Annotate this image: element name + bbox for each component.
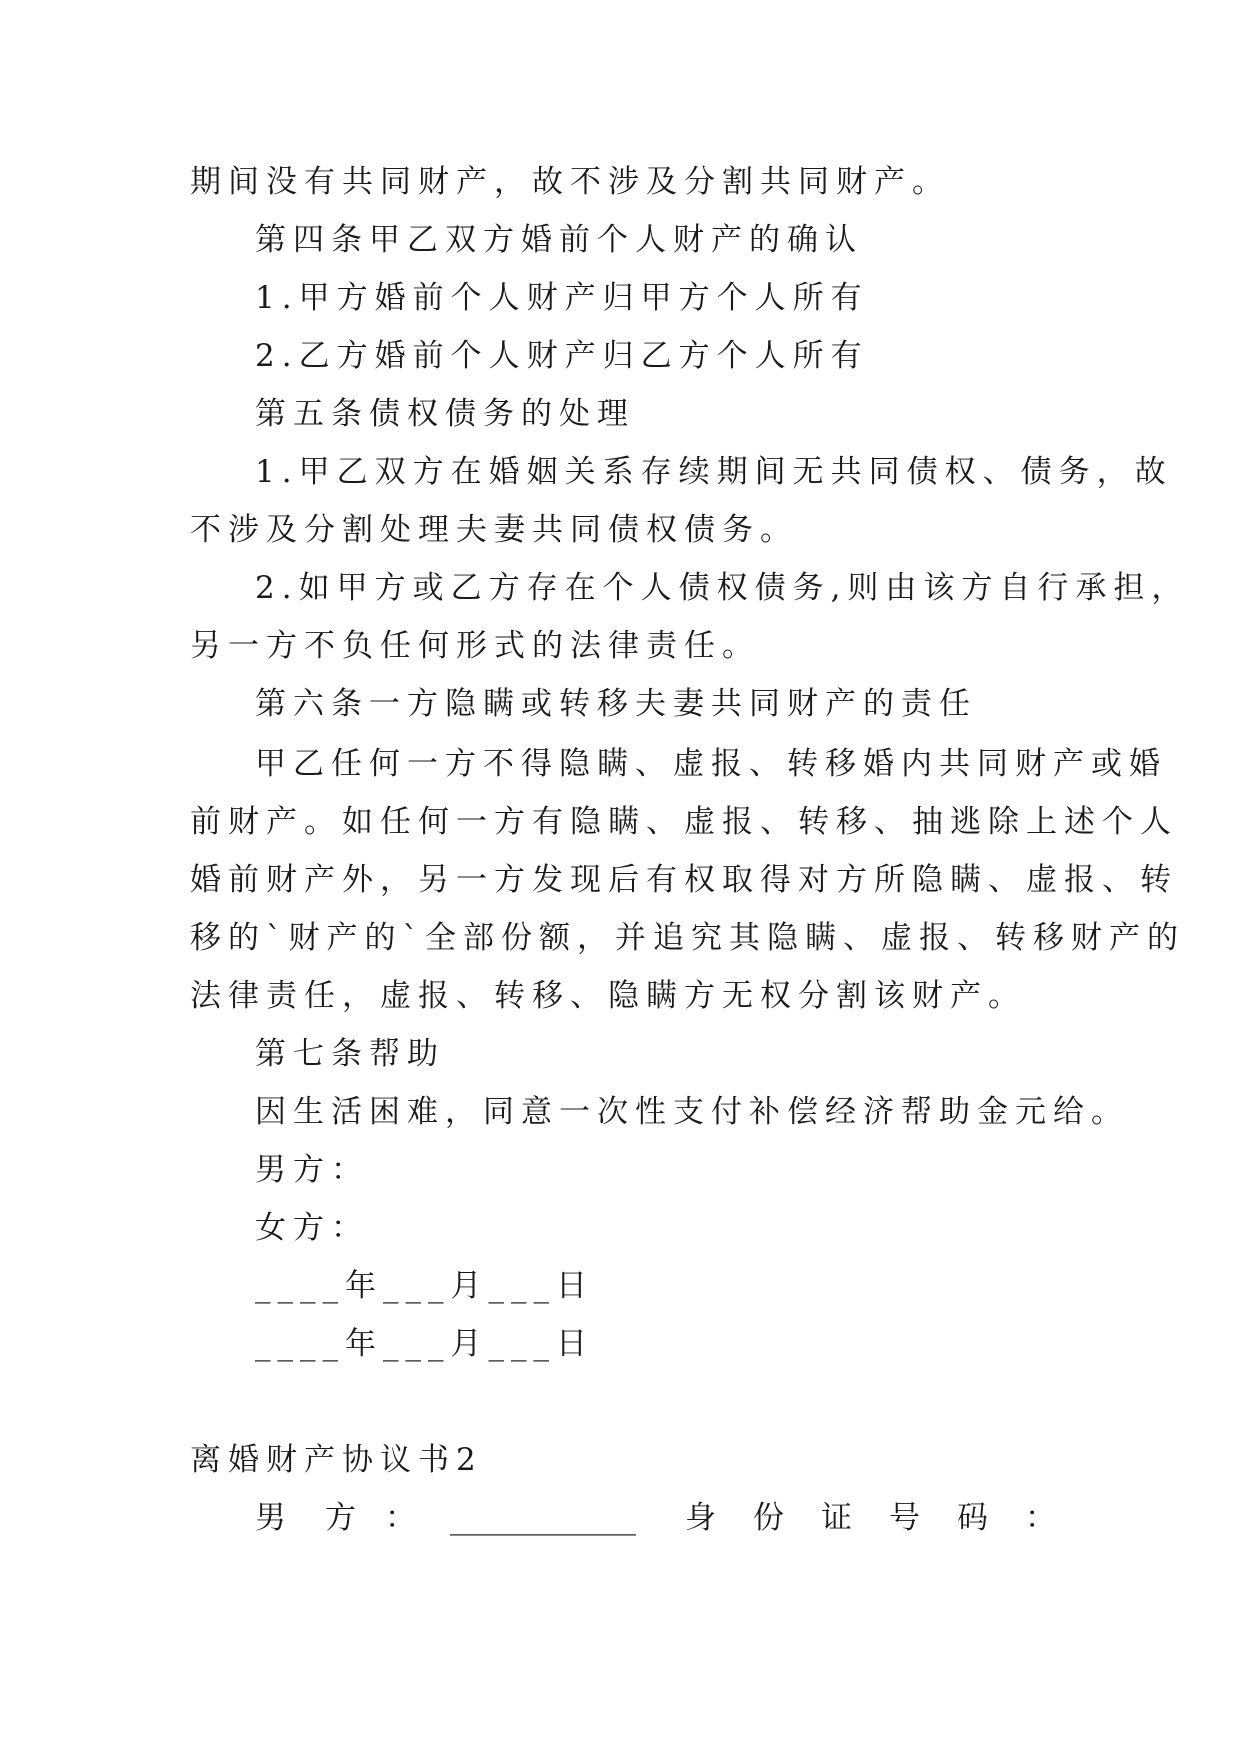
text-line: 因生活困难，同意一次性支付补偿经济帮助金元给。 bbox=[255, 1094, 1129, 1130]
text-line: 2.如甲方或乙方存在个人债权债务,则由该方自行承担， bbox=[255, 570, 1190, 606]
signature-label-female: 女方： bbox=[255, 1210, 369, 1246]
date-line: ____年___月___日 bbox=[255, 1268, 594, 1304]
date-line: ____年___月___日 bbox=[255, 1326, 594, 1362]
text-line: 期间没有共同财产，故不涉及分割共同财产。 bbox=[190, 164, 950, 200]
id-label-char: 证 bbox=[821, 1500, 852, 1536]
id-label-char: 号 bbox=[889, 1500, 920, 1536]
text-line: 移的`财产的`全部份额，并追究其隐瞒、虚报、转移财产的 bbox=[190, 920, 1185, 956]
id-label-char: 码 bbox=[957, 1500, 988, 1536]
text-line: 1.甲乙双方在婚姻关系存续期间无共同债权、债务，故 bbox=[255, 454, 1173, 490]
text-line: 2.乙方婚前个人财产归乙方个人所有 bbox=[255, 338, 869, 374]
name-blank: ____________ bbox=[450, 1500, 636, 1536]
section-heading: 第五条债权债务的处理 bbox=[255, 396, 635, 432]
text-line: 前财产。如任何一方有隐瞒、虚报、转移、抽逃除上述个人 bbox=[190, 804, 1178, 840]
id-label-char: 份 bbox=[753, 1500, 784, 1536]
id-label-char: 身 bbox=[685, 1500, 716, 1536]
section-heading: 第四条甲乙双方婚前个人财产的确认 bbox=[255, 222, 863, 258]
colon: ： bbox=[385, 1500, 416, 1536]
document-title: 离婚财产协议书2 bbox=[190, 1442, 483, 1478]
male-label-char: 方 bbox=[325, 1500, 356, 1536]
text-line: 另一方不负任何形式的法律责任。 bbox=[190, 628, 760, 664]
text-line: 婚前财产外，另一方发现后有权取得对方所隐瞒、虚报、转 bbox=[190, 862, 1178, 898]
text-line: 1.甲方婚前个人财产归甲方个人所有 bbox=[255, 280, 869, 316]
section-heading: 第六条一方隐瞒或转移夫妻共同财产的责任 bbox=[255, 686, 977, 722]
male-id-row bbox=[255, 1498, 1055, 1538]
signature-label-male: 男方： bbox=[255, 1152, 369, 1188]
colon: ： bbox=[1025, 1500, 1056, 1536]
male-label-char: 男 bbox=[255, 1500, 286, 1536]
text-line: 法律责任，虚报、转移、隐瞒方无权分割该财产。 bbox=[190, 978, 1026, 1014]
text-line: 不涉及分割处理夫妻共同债权债务。 bbox=[190, 512, 798, 548]
text-line: 甲乙任何一方不得隐瞒、虚报、转移婚内共同财产或婚 bbox=[255, 746, 1167, 782]
section-heading: 第七条帮助 bbox=[255, 1036, 445, 1072]
